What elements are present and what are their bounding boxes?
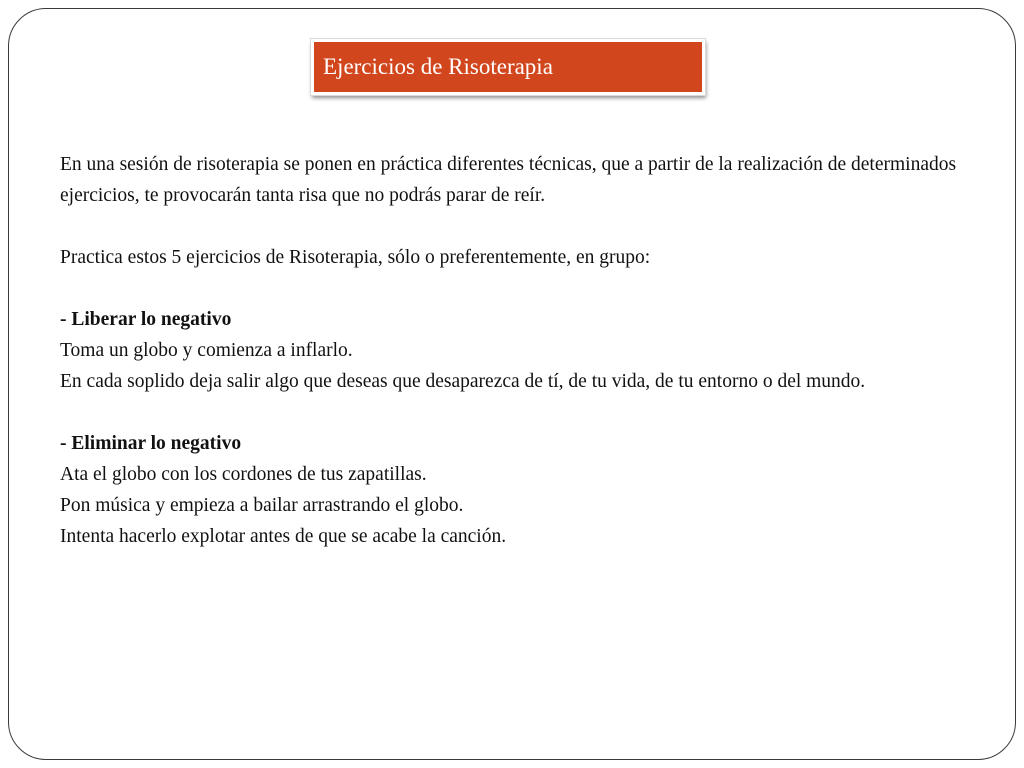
section-line: Pon música y empieza a bailar arrastrando el globo. bbox=[60, 495, 464, 516]
slide-body bbox=[60, 149, 1020, 552]
section-heading-liberar: - Liberar lo negativo bbox=[60, 309, 232, 330]
section-line: En cada soplido deja salir algo que deseas que desaparezca de tí, de tu vida, de tu entorno o del mundo. bbox=[60, 371, 866, 392]
section-heading-eliminar: - Eliminar lo negativo bbox=[60, 433, 242, 454]
section-line: Intenta hacerlo explotar antes de que se acabe la canción. bbox=[60, 526, 507, 547]
section-line: Ata el globo con los cordones de tus zapatillas. bbox=[60, 464, 427, 485]
slide-frame bbox=[8, 8, 1016, 760]
intro-paragraph: En una sesión de risoterapia se ponen en práctica diferentes técnicas, que a partir de la realización de determinados ejercicios, te provocarán tanta risa que no podrás parar de reír. bbox=[60, 154, 957, 206]
spacer bbox=[60, 273, 1020, 304]
spacer bbox=[60, 397, 1020, 428]
slide-title: Ejercicios de Risoterapia bbox=[311, 39, 705, 95]
section-line: Toma un globo y comienza a inflarlo. bbox=[60, 340, 353, 361]
lead-paragraph: Practica estos 5 ejercicios de Risoterapia, sólo o preferentemente, en grupo: bbox=[60, 247, 651, 268]
spacer bbox=[60, 211, 1020, 242]
